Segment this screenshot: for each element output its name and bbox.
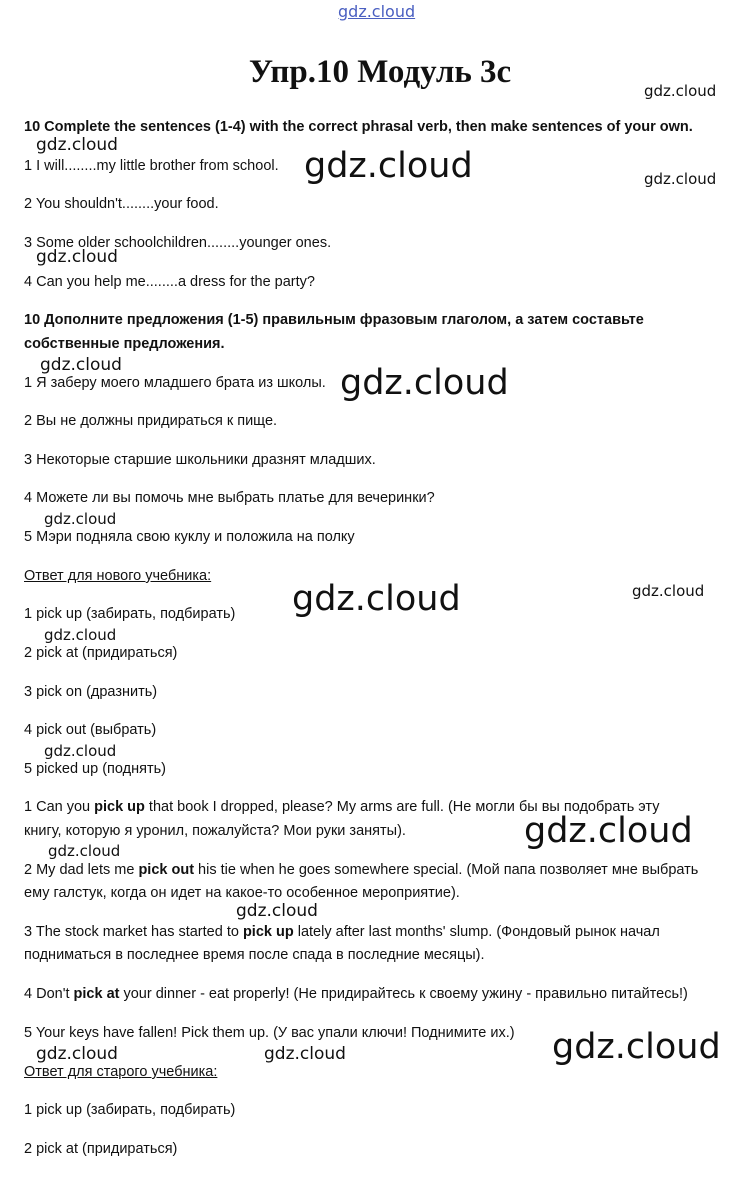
watermark: gdz.cloud	[236, 901, 318, 921]
task-en-item-1: 1 I will........my little brother from school.	[24, 158, 279, 174]
watermark: gdz.cloud	[48, 842, 121, 860]
task-en-item-2: 2 You shouldn't........your food.	[24, 196, 219, 212]
task-en-item-4: 4 Can you help me........a dress for the party?	[24, 274, 315, 290]
watermark: gdz.cloud	[44, 742, 117, 760]
task-ru-heading-line1: 10 Дополните предложения (1-5) правильным фразовым глаголом, а затем составьте	[24, 312, 644, 328]
answer-new-4: 4 pick out (выбрать)	[24, 722, 157, 738]
example-4: 4 Don't pick at your dinner - eat properly! (Не придирайтесь к своему ужину - правильно питайтесь!)	[24, 986, 688, 1002]
answer-old-2: 2 pick at (придираться)	[24, 1141, 178, 1157]
task-ru-item-1: 1 Я заберу моего младшего брата из школы.	[24, 375, 326, 391]
watermark: gdz.cloud	[524, 811, 693, 851]
watermark: gdz.cloud	[40, 355, 122, 375]
watermark: gdz.cloud	[292, 579, 461, 619]
task-ru-item-2: 2 Вы не должны придираться к пище.	[24, 413, 278, 429]
watermark: gdz.cloud	[632, 582, 705, 600]
watermark: gdz.cloud	[44, 626, 117, 644]
answers-new-heading: Ответ для нового учебника:	[24, 568, 212, 584]
answer-old-1: 1 pick up (забирать, подбирать)	[24, 1102, 236, 1118]
watermark: gdz.cloud	[304, 146, 473, 186]
page-title: Упр.10 Модуль 3с	[248, 54, 512, 90]
example-1-line1: 1 Can you pick up that book I dropped, please? My arms are full. (Не могли бы вы подобрать эту	[24, 799, 660, 815]
watermark: gdz.cloud	[264, 1044, 346, 1064]
example-3-line1: 3 The stock market has started to pick up lately after last months' slump. (Фондовый рынок начал	[24, 924, 660, 940]
answer-new-2: 2 pick at (придираться)	[24, 645, 178, 661]
watermark: gdz.cloud	[36, 247, 118, 267]
task-en-item-3: 3 Some older schoolchildren........younger ones.	[24, 235, 332, 251]
example-2-line1: 2 My dad lets me pick out his tie when he goes somewhere special. (Мой папа позволяет мне выбрать	[24, 862, 699, 878]
task-ru-item-4: 4 Можете ли вы помочь мне выбрать платье для вечеринки?	[24, 490, 435, 506]
example-3-line2: подниматься в последнее время после спада в последние месяцы).	[24, 947, 485, 963]
example-2-line2: ему галстук, когда он идет на какое-то особенное мероприятие).	[24, 885, 460, 901]
task-ru-item-3: 3 Некоторые старшие школьники дразнят младших.	[24, 452, 376, 468]
task-ru-item-5: 5 Мэри подняла свою куклу и положила на полку	[24, 529, 355, 545]
task-en-heading: 10 Complete the sentences (1-4) with the correct phrasal verb, then make sentences of your own.	[24, 119, 693, 135]
answers-old-heading: Ответ для старого учебника:	[24, 1064, 218, 1080]
answer-new-1: 1 pick up (забирать, подбирать)	[24, 606, 236, 622]
watermark: gdz.cloud	[340, 363, 509, 403]
watermark: gdz.cloud	[644, 82, 717, 100]
watermark-link[interactable]: gdz.cloud	[338, 2, 416, 21]
watermark: gdz.cloud	[36, 1044, 118, 1064]
watermark: gdz.cloud	[44, 510, 117, 528]
watermark: gdz.cloud	[644, 170, 717, 188]
example-5: 5 Your keys have fallen! Pick them up. (У вас упали ключи! Поднимите их.)	[24, 1025, 515, 1041]
watermark: gdz.cloud	[36, 135, 118, 155]
example-1-line2: книгу, которую я уронил, пожалуйста? Мои руки заняты).	[24, 823, 406, 839]
watermark: gdz.cloud	[552, 1027, 721, 1067]
task-ru-heading-line2: собственные предложения.	[24, 336, 225, 352]
answer-new-5: 5 picked up (поднять)	[24, 761, 166, 777]
answer-new-3: 3 pick on (дразнить)	[24, 684, 158, 700]
